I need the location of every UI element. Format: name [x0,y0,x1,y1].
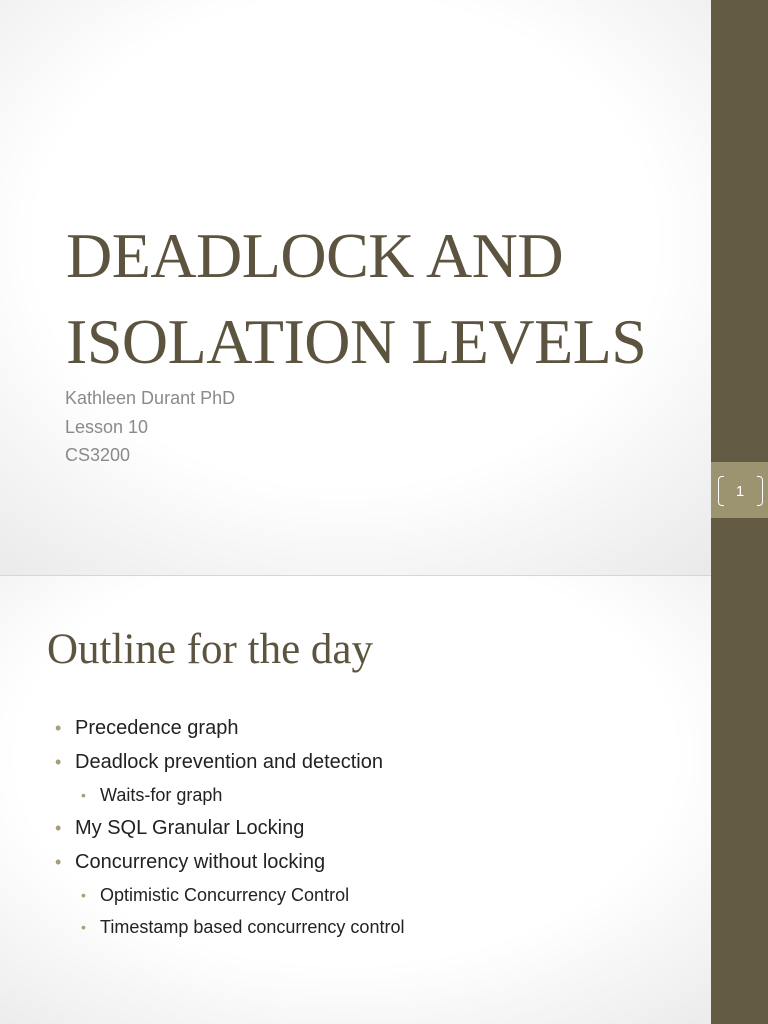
bullet-text: My SQL Granular Locking [75,817,305,839]
bullet-icon: • [81,787,86,803]
bullet-icon: • [55,852,62,872]
list-item [55,711,695,745]
slide-subtitle [65,384,235,470]
slide-title-line-1: DEADLOCK AND [66,220,564,291]
outline-title: Outline for the day [47,626,373,673]
slide-title-line-2: ISOLATION LEVELS [66,306,647,377]
list-item [55,911,695,943]
slide-number: 1 [735,482,745,500]
outline-bullet-list [55,711,695,943]
bullet-text: Concurrency without locking [75,851,326,873]
bullet-text: Precedence graph [75,717,239,739]
bullet-text: Optimistic Concurrency Control [100,885,350,905]
list-item [55,745,695,779]
bullet-icon: • [55,718,62,738]
course-code: CS3200 [65,445,131,465]
list-item [55,811,695,845]
bullet-text: Waits-for graph [100,785,223,805]
list-item [55,779,695,811]
slide-title [66,213,696,385]
list-item [55,845,695,879]
bullet-icon: • [81,919,86,935]
outline-slide [0,576,768,1024]
bullet-text: Timestamp based concurrency control [100,917,405,937]
lesson-label: Lesson 10 [65,416,149,437]
bullet-icon: • [81,887,86,903]
bullet-icon: • [55,752,62,772]
bullet-icon: • [55,818,62,838]
list-item [55,879,695,911]
right-bracket-icon [757,476,763,506]
author-name: Kathleen Durant PhD [65,388,236,408]
bullet-text: Deadlock prevention and detection [75,751,383,773]
